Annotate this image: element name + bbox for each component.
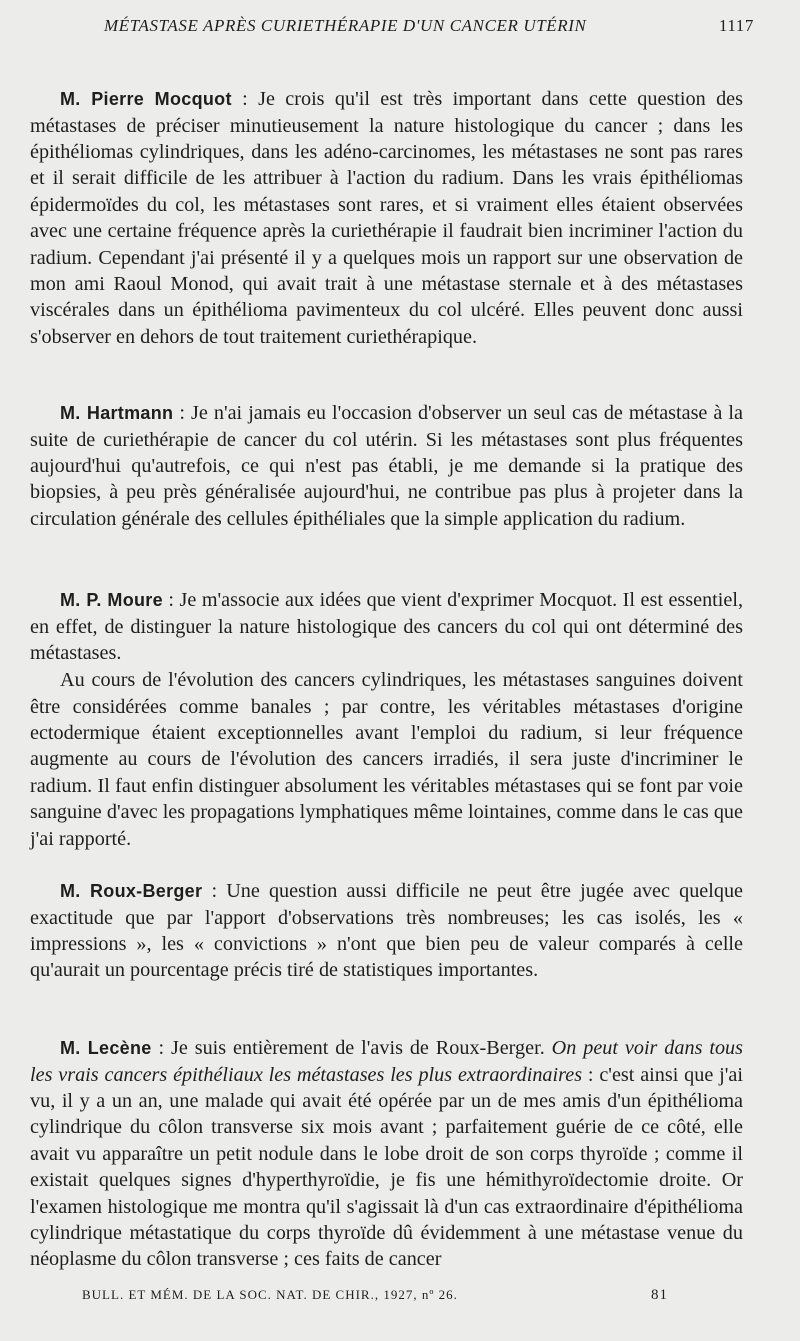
paragraph-text-continued: : c'est ainsi que j'ai vu, il y a un an, une malade qui avait été opérée par un de mes amis d'un épithélioma cylindrique du côlon transverse six mois avant ; parfaitement guérie de ce côté, elle avait vu apparaître un petit nodule dans le lobe droit de son corps thyroïde ; comme il existait quelques signes d'hyperthyroïdie, je fis une hémithyroïdectomie droite. Or l'examen histologique me montra qu'il s'agissait là d'un cas extraordinaire d'épithélioma cylindrique métastatique du corps thyroïde dû évidemment à une métastase venue du néoplasme du côlon transverse ; ces faits de cancer — [30, 1063, 743, 1271]
paragraph-lecene — [30, 1035, 743, 1273]
paragraph-roux-berger — [30, 878, 743, 984]
signature-number: 81 — [651, 1287, 668, 1303]
speaker-name: M. Hartmann — [60, 403, 174, 424]
paragraph-text: : Je crois qu'il est très important dans cette question des métastases de préciser minutieusement la nature histologique du cancer ; dans les épithéliomas cylindriques, dans les adéno-carcinomes, les métastases ne sont pas rares et il serait difficile de les attribuer à l'action du radium. Dans les vrais épithéliomas épidermoïdes du col, les métastases sont rares, et si vraiment elles étaient observées avec une certaine fréquence après la curiethérapie il faudrait bien incriminer l'action du radium. Cependant j'ai présenté il y a quelques mois un rapport sur une observation de mon ami Raoul Monod, qui avait trait à une métastase sternale et à des métastases viscérales dans un épithélioma pavimenteux du col ulcéré. Elles peuvent donc aussi s'observer en dehors de tout traitement curiethérapique. — [30, 88, 743, 348]
paragraph-text: : Je m'associe aux idées que vient d'exprimer Mocquot. Il est essentiel, en effet, de distinguer la nature histologique des cancers du col qui ont déterminé des métastases. — [30, 589, 743, 664]
page-number: 1117 — [718, 16, 754, 35]
paragraph-moure — [30, 587, 743, 666]
paragraph-text: Au cours de l'évolution des cancers cylindriques, les métastases sanguines doivent être considérées comme banales ; par contre, les véritables métastases d'origine ectodermique étaient exceptionnelles avant l'emploi du radium, si leur fréquence augmente au cours de l'évolution des cancers irradiés, il sera juste d'incriminer le radium. Il faut enfin distinguer absolument les véritables métastases qui se font par voie sanguine d'avec les propagations lymphatiques même lointaines, comme dans le cas que j'ai rapporté. — [30, 669, 743, 850]
paragraph-mocquot — [30, 86, 743, 350]
paragraph-text: : Je n'ai jamais eu l'occasion d'observer un seul cas de métastase à la suite de curiethérapie de cancer du col utérin. Si les métastases sont plus fréquentes aujourd'hui qu'autrefois, ce qui n'est pas établi, je me demande si la pratique des biopsies, à peu près généralisée aujourd'hui, ne contribue pas plus à projeter dans la circulation générale des cellules épithéliales que la simple application du radium. — [30, 402, 744, 530]
paragraph-hartmann — [30, 400, 743, 532]
italic-emphasis: On peut voir dans tous les vrais cancers épithéliaux les métastases les plus extraordinaires — [30, 1037, 743, 1086]
paragraph-text: : Je suis entièrement de l'avis de Roux-Berger. — [151, 1037, 552, 1060]
speaker-name: M. Lecène — [60, 1038, 152, 1059]
speaker-name: M. Pierre Mocquot — [60, 89, 232, 110]
paragraph-moure-continued — [30, 667, 743, 852]
journal-reference: BULL. ET MÉM. DE LA SOC. NAT. DE CHIR., 1927, nº 26. — [82, 1287, 458, 1302]
paragraph-text: : Une question aussi difficile ne peut être jugée avec quelque exactitude que par l'apport d'observations très nombreuses; les cas isolés, les « impressions », les « convictions » n'ont que bien peu de valeur comparés à celle qu'aurait un pourcentage précis tiré de statistiques importantes. — [30, 880, 743, 982]
speaker-name: M. P. Moure — [60, 590, 163, 611]
speaker-name: M. Roux-Berger — [60, 881, 203, 902]
running-title: MÉTASTASE APRÈS CURIETHÉRAPIE D'UN CANCER UTÉRIN — [104, 16, 587, 35]
